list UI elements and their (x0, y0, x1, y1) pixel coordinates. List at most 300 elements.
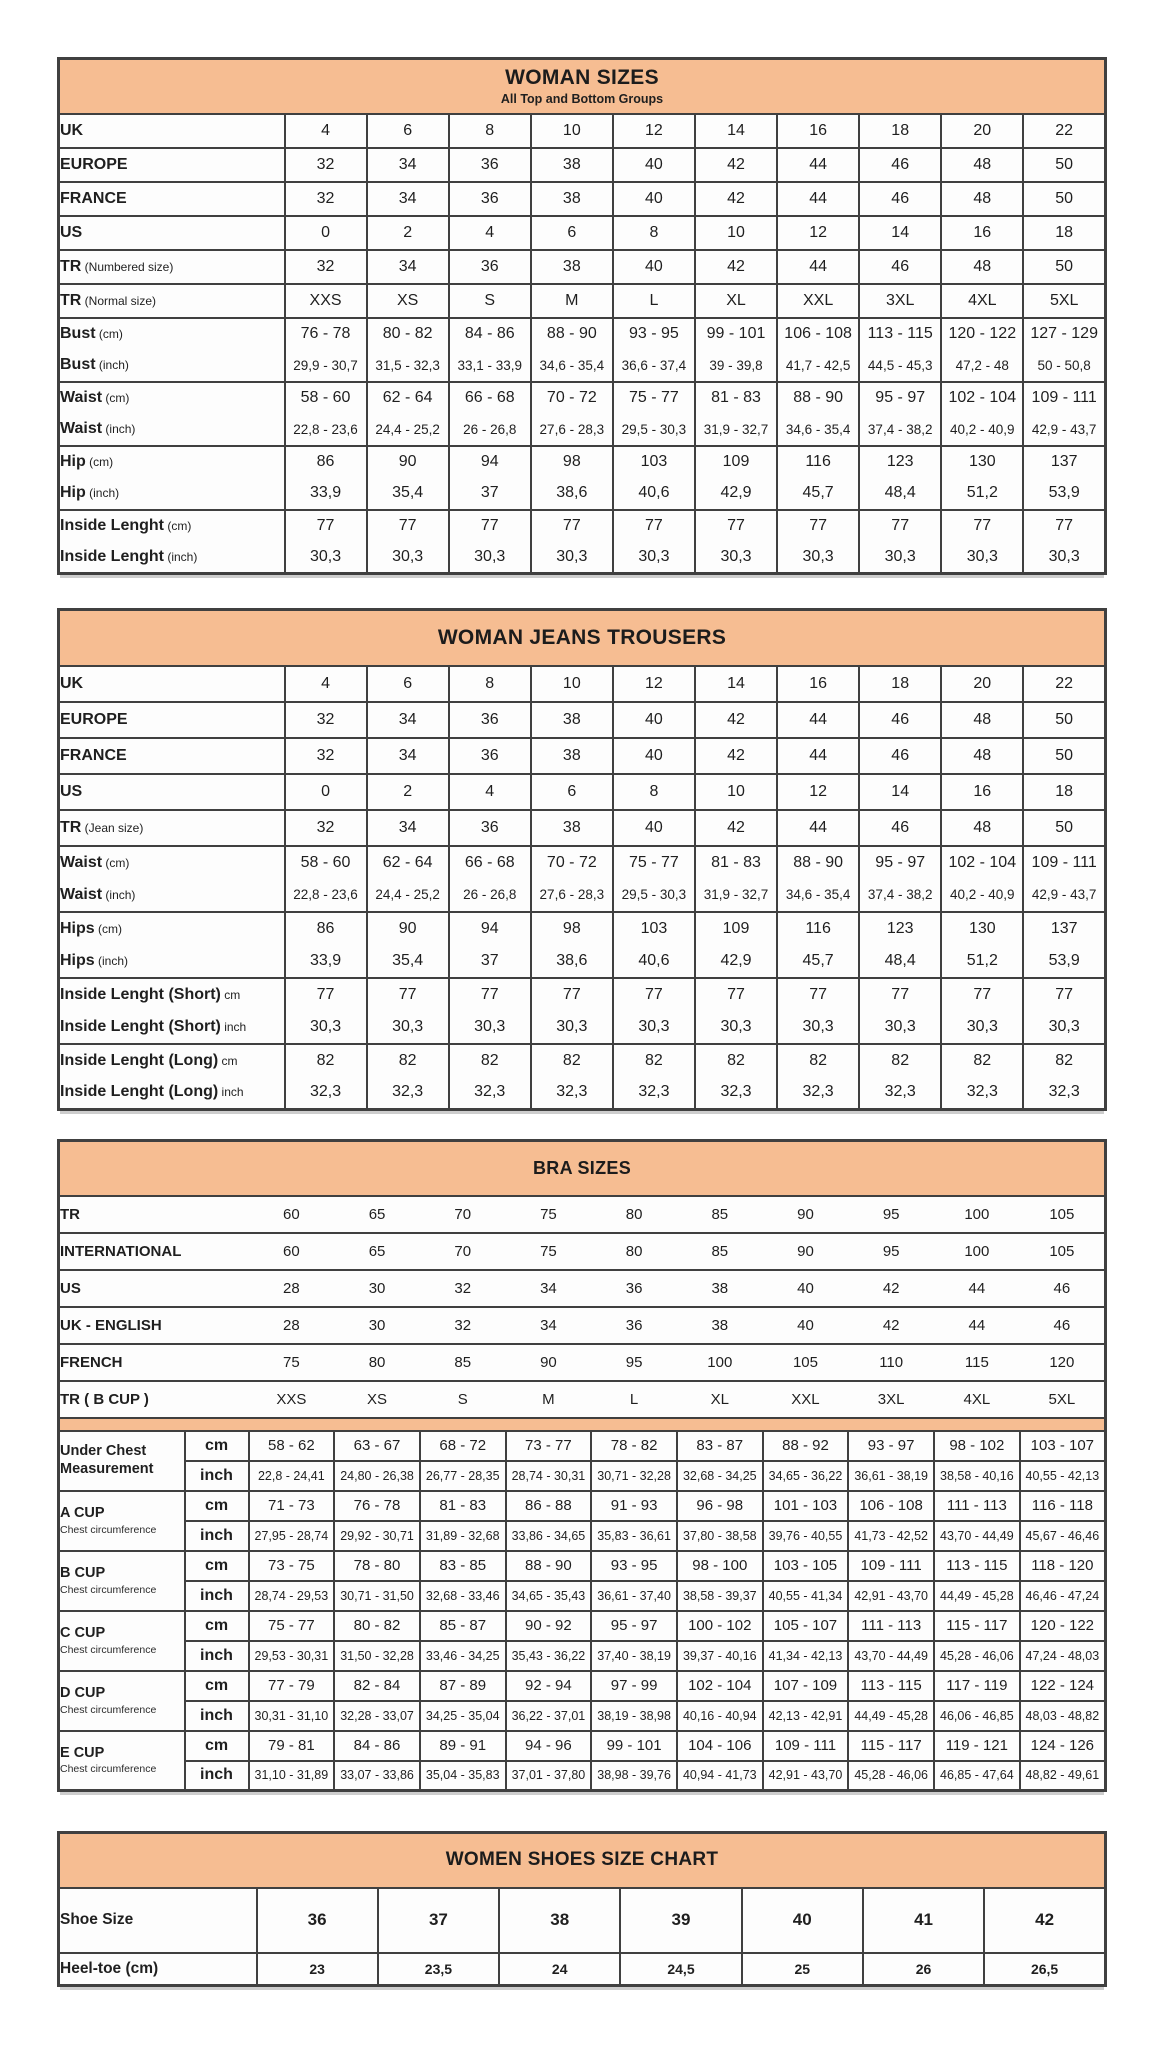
size-cell: 90 - 92 (506, 1611, 592, 1641)
size-cell: 44 (934, 1270, 1020, 1307)
size-cell: 47,2 - 48 (941, 350, 1023, 382)
size-cell: 44 (777, 182, 859, 216)
size-cell: 44,49 - 45,28 (934, 1581, 1020, 1611)
size-cell: 65 (334, 1196, 420, 1233)
size-cell: 30,3 (285, 1011, 367, 1044)
size-cell: 24,4 - 25,2 (367, 879, 449, 912)
size-cell: 77 (367, 510, 449, 542)
table-title: WOMAN SIZES (505, 66, 659, 90)
size-cell: 44 (777, 250, 859, 284)
size-cell: 48 (941, 182, 1023, 216)
size-cell: 34 (367, 182, 449, 216)
size-cell: 32 (285, 702, 367, 738)
size-cell: 10 (531, 114, 613, 148)
size-cell: 75 (249, 1344, 335, 1381)
size-cell: 137 (1023, 912, 1105, 945)
size-cell: 30,71 - 31,50 (334, 1581, 420, 1611)
size-cell: 81 - 83 (695, 846, 777, 879)
size-cell: 36,22 - 37,01 (506, 1701, 592, 1731)
size-cell: 41,73 - 42,52 (848, 1521, 934, 1551)
size-cell: 77 (941, 978, 1023, 1011)
size-cell: 22,8 - 23,6 (285, 414, 367, 446)
row-label (59, 414, 285, 446)
cup-label (59, 1611, 185, 1671)
size-cell: 44,49 - 45,28 (848, 1701, 934, 1731)
size-cell: 109 - 111 (763, 1731, 849, 1761)
row-label (59, 945, 285, 978)
size-cell: 46 (1020, 1307, 1106, 1344)
size-cell: 0 (285, 774, 367, 810)
size-cell: 46 (859, 182, 941, 216)
size-cell: 32,3 (367, 1077, 449, 1110)
size-cell: 35,43 - 36,22 (506, 1641, 592, 1671)
size-cell: 48,82 - 49,61 (1020, 1761, 1106, 1791)
size-cell: 63 - 67 (334, 1431, 420, 1461)
size-cell: 50 (1023, 182, 1105, 216)
size-cell: 36 (449, 738, 531, 774)
table-row (59, 1611, 1106, 1641)
size-cell: 80 - 82 (367, 318, 449, 350)
size-cell: 32 (285, 738, 367, 774)
size-cell: 68 - 72 (420, 1431, 506, 1461)
size-cell: 34 (506, 1270, 592, 1307)
row-label (59, 1044, 285, 1077)
size-cell: 34 (367, 738, 449, 774)
cup-label (59, 1551, 185, 1611)
size-cell: 18 (859, 114, 941, 148)
size-cell: 78 - 80 (334, 1551, 420, 1581)
size-cell: 96 - 98 (677, 1491, 763, 1521)
size-cell: 39,37 - 40,16 (677, 1641, 763, 1671)
size-cell: 53,9 (1023, 945, 1105, 978)
table-row (59, 1011, 1106, 1044)
size-cell: 33,1 - 33,9 (449, 350, 531, 382)
size-cell: 32,68 - 33,46 (420, 1581, 506, 1611)
size-cell: 32,3 (613, 1077, 695, 1110)
size-cell: 37 (449, 478, 531, 510)
table-row (59, 912, 1106, 945)
row-label: TR ( B CUP ) (59, 1381, 249, 1418)
size-cell: 30,3 (449, 542, 531, 574)
table-row (59, 945, 1106, 978)
row-label-text: Waist (60, 420, 103, 437)
size-cell: 50 - 50,8 (1023, 350, 1105, 382)
size-cell: 42 (984, 1888, 1105, 1953)
size-cell: 40 (613, 702, 695, 738)
size-cell: 36,61 - 37,40 (591, 1581, 677, 1611)
row-label (59, 114, 285, 148)
row-label (59, 382, 285, 414)
size-cell: 23,5 (378, 1953, 499, 1986)
size-cell: 10 (531, 666, 613, 702)
size-cell: 24,5 (620, 1953, 741, 1986)
size-cell: 22 (1023, 114, 1105, 148)
size-cell: 38 (531, 182, 613, 216)
size-cell: 42 (695, 738, 777, 774)
table-row (59, 114, 1106, 148)
row-label-text: Inside Lenght (Long) (60, 1051, 219, 1069)
size-cell: 130 (941, 912, 1023, 945)
size-cell: 79 - 81 (249, 1731, 335, 1761)
row-label (59, 912, 285, 945)
size-cell: 33,9 (285, 478, 367, 510)
table-row (59, 1044, 1106, 1077)
size-cell: 35,4 (367, 478, 449, 510)
row-label-suffix: (Numbered size) (81, 259, 174, 274)
size-cell: 32,3 (695, 1077, 777, 1110)
bra-sizes-table (57, 1139, 1107, 1792)
size-cell: 51,2 (941, 478, 1023, 510)
size-cell: 109 - 111 (1023, 382, 1105, 414)
size-cell: 26 - 26,8 (449, 414, 531, 446)
size-cell: 36 (591, 1270, 677, 1307)
size-cell: 28,74 - 30,31 (506, 1461, 592, 1491)
size-cell: 30,3 (531, 1011, 613, 1044)
table-row (59, 182, 1106, 216)
size-cell: 46 (859, 810, 941, 846)
size-cell: 80 (334, 1344, 420, 1381)
size-cell: 42 (695, 148, 777, 182)
size-cell: 8 (449, 666, 531, 702)
size-cell: 32 (285, 810, 367, 846)
size-cell: 30,3 (1023, 1011, 1105, 1044)
cup-name: E CUP (60, 1745, 105, 1762)
size-cell: 30,3 (777, 1011, 859, 1044)
size-cell: 86 (285, 446, 367, 478)
size-cell: 36 (449, 182, 531, 216)
size-cell: 40,16 - 40,94 (677, 1701, 763, 1731)
size-cell: 40,6 (613, 945, 695, 978)
size-cell: 36 (257, 1888, 378, 1953)
row-label (59, 542, 285, 574)
row-label-text: Bust (60, 356, 96, 373)
size-cell: 32,3 (449, 1077, 531, 1110)
size-cell: 77 (531, 510, 613, 542)
size-cell: 50 (1023, 810, 1105, 846)
size-cell: 50 (1023, 250, 1105, 284)
size-cell: 120 - 122 (1020, 1611, 1106, 1641)
size-cell: 48,4 (859, 945, 941, 978)
size-cell: 45,28 - 46,06 (934, 1641, 1020, 1671)
size-cell: 41,7 - 42,5 (777, 350, 859, 382)
size-cell: 30,3 (367, 542, 449, 574)
size-cell: 38,6 (531, 945, 613, 978)
size-cell: 36,61 - 38,19 (848, 1461, 934, 1491)
table-row (59, 250, 1106, 284)
size-cell: 102 - 104 (941, 382, 1023, 414)
size-cell: 58 - 60 (285, 382, 367, 414)
size-cell: 86 (285, 912, 367, 945)
row-label-text: EUROPE (60, 710, 128, 728)
size-cell: 95 - 97 (859, 382, 941, 414)
table-row (59, 1270, 1106, 1307)
row-label-suffix: inch (218, 1085, 244, 1100)
size-cell: 24,80 - 26,38 (334, 1461, 420, 1491)
size-cell: 93 - 95 (613, 318, 695, 350)
cup-name: B CUP (60, 1565, 106, 1582)
table-header-row (59, 1833, 1106, 1888)
cup-label (59, 1491, 185, 1551)
table-row (59, 666, 1106, 702)
size-cell: 40,94 - 41,73 (677, 1761, 763, 1791)
size-cell: 26 (863, 1953, 984, 1986)
size-cell: 20 (941, 114, 1023, 148)
size-cell: 46,85 - 47,64 (934, 1761, 1020, 1791)
size-cell: 30,71 - 32,28 (591, 1461, 677, 1491)
size-cell: 14 (859, 774, 941, 810)
size-cell: 39,76 - 40,55 (763, 1521, 849, 1551)
size-cell: 42 (695, 810, 777, 846)
size-cell: 127 - 129 (1023, 318, 1105, 350)
size-cell: 37 (449, 945, 531, 978)
size-cell: 8 (613, 774, 695, 810)
size-cell: 40,6 (613, 478, 695, 510)
unit-label: cm (185, 1671, 249, 1701)
row-label-text: Hip (60, 453, 86, 470)
size-cell: 3XL (859, 284, 941, 318)
size-cell: 5XL (1020, 1381, 1106, 1418)
size-cell: 94 - 96 (506, 1731, 592, 1761)
size-cell: 107 - 109 (763, 1671, 849, 1701)
size-cell: 29,9 - 30,7 (285, 350, 367, 382)
size-cell: 94 (449, 912, 531, 945)
size-cell: 31,9 - 32,7 (695, 879, 777, 912)
unit-label: inch (185, 1701, 249, 1731)
row-label (59, 879, 285, 912)
size-cell: 109 - 111 (1023, 846, 1105, 879)
row-label (59, 182, 285, 216)
size-cell: 75 (506, 1233, 592, 1270)
size-cell: 105 (763, 1344, 849, 1381)
size-cell: 40 (613, 250, 695, 284)
size-cell: 28 (249, 1307, 335, 1344)
size-cell: 45,7 (777, 478, 859, 510)
table-row (59, 478, 1106, 510)
size-cell: 88 - 92 (763, 1431, 849, 1461)
row-label-text: FRANCE (60, 189, 127, 207)
row-label-text: TR (60, 257, 82, 275)
size-cell: 123 (859, 912, 941, 945)
size-cell: S (420, 1381, 506, 1418)
size-cell: 91 - 93 (591, 1491, 677, 1521)
row-label (59, 846, 285, 879)
row-label-suffix: cm (220, 987, 241, 1002)
size-cell: 30,3 (695, 542, 777, 574)
size-cell: M (506, 1381, 592, 1418)
size-cell: 82 (941, 1044, 1023, 1077)
size-cell: 32,3 (941, 1077, 1023, 1110)
size-cell: 30,3 (859, 1011, 941, 1044)
size-cell: 40 (742, 1888, 863, 1953)
size-cell: 34 (506, 1307, 592, 1344)
size-cell: 22,8 - 23,6 (285, 879, 367, 912)
row-label (59, 1011, 285, 1044)
size-cell: 22 (1023, 666, 1105, 702)
size-cell: 116 (777, 912, 859, 945)
woman-sizes-header (59, 59, 1106, 114)
size-cell: 50 (1023, 148, 1105, 182)
size-cell: 34,25 - 35,04 (420, 1701, 506, 1731)
row-label: Shoe Size (59, 1888, 257, 1953)
size-cell: 30,3 (613, 542, 695, 574)
unit-label: cm (185, 1551, 249, 1581)
size-cell: 30,3 (285, 542, 367, 574)
size-cell: 82 (695, 1044, 777, 1077)
size-cell: 103 - 105 (763, 1551, 849, 1581)
size-cell: 4 (449, 216, 531, 250)
cup-name: Under Chest Measurement (60, 1443, 154, 1477)
size-cell: 100 (677, 1344, 763, 1381)
size-cell: 30,3 (449, 1011, 531, 1044)
size-cell: 42 (695, 702, 777, 738)
size-cell: 82 (1023, 1044, 1105, 1077)
size-cell: 36 (591, 1307, 677, 1344)
size-cell: 30,3 (367, 1011, 449, 1044)
size-cell: L (591, 1381, 677, 1418)
size-cell: 37,4 - 38,2 (859, 414, 941, 446)
table-row (59, 1077, 1106, 1110)
size-cell: 50 (1023, 738, 1105, 774)
size-cell: 38 (531, 810, 613, 846)
table-header-row (59, 610, 1106, 666)
size-cell: 38,19 - 38,98 (591, 1701, 677, 1731)
size-cell: 48 (941, 738, 1023, 774)
size-cell: 109 - 111 (848, 1551, 934, 1581)
size-cell: 98 - 102 (934, 1431, 1020, 1461)
size-cell: 4XL (934, 1381, 1020, 1418)
size-cell: 77 (531, 978, 613, 1011)
size-cell: 34,65 - 35,43 (506, 1581, 592, 1611)
size-cell: 85 (677, 1233, 763, 1270)
size-cell: 38 (531, 250, 613, 284)
size-cell: 27,6 - 28,3 (531, 879, 613, 912)
size-cell: 34 (367, 702, 449, 738)
size-cell: 34,6 - 35,4 (777, 879, 859, 912)
size-cell: 45,28 - 46,06 (848, 1761, 934, 1791)
size-cell: 33,46 - 34,25 (420, 1641, 506, 1671)
size-cell: 77 (367, 978, 449, 1011)
size-cell: 90 (367, 912, 449, 945)
size-cell: 118 - 120 (1020, 1551, 1106, 1581)
row-label-text: TR (60, 291, 82, 309)
size-cell: 29,5 - 30,3 (613, 414, 695, 446)
size-cell: 22,8 - 24,41 (249, 1461, 335, 1491)
row-label (59, 148, 285, 182)
size-cell: 35,83 - 36,61 (591, 1521, 677, 1551)
table-subtitle: All Top and Bottom Groups (500, 92, 664, 107)
size-cell: 77 (285, 510, 367, 542)
size-cell: 82 - 84 (334, 1671, 420, 1701)
table-row (59, 1888, 1106, 1953)
size-cell: 103 (613, 446, 695, 478)
size-cell: 14 (695, 666, 777, 702)
size-cell: XXS (249, 1381, 335, 1418)
size-cell: 101 - 103 (763, 1491, 849, 1521)
size-cell: 122 - 124 (1020, 1671, 1106, 1701)
size-cell: XXL (777, 284, 859, 318)
size-cell: 42,9 - 43,7 (1023, 414, 1105, 446)
cup-name: C CUP (60, 1625, 106, 1642)
size-cell: 31,50 - 32,28 (334, 1641, 420, 1671)
size-cell: 42,13 - 42,91 (763, 1701, 849, 1731)
size-cell: 47,24 - 48,03 (1020, 1641, 1106, 1671)
size-cell: 95 (848, 1196, 934, 1233)
size-cell: 77 (449, 978, 531, 1011)
woman-jeans-header (59, 610, 1106, 666)
size-cell: 95 (591, 1344, 677, 1381)
table-row (59, 318, 1106, 350)
size-cell: 42 (848, 1270, 934, 1307)
unit-label: cm (185, 1431, 249, 1461)
size-cell: 77 (1023, 510, 1105, 542)
size-cell: 115 (934, 1344, 1020, 1381)
row-label (59, 810, 285, 846)
size-cell: 37 (378, 1888, 499, 1953)
size-cell: 40,55 - 42,13 (1020, 1461, 1106, 1491)
cup-subtext: Chest circumference (60, 1523, 157, 1536)
size-cell: 12 (613, 666, 695, 702)
size-cell: 83 - 85 (420, 1551, 506, 1581)
table-title: BRA SIZES (532, 1157, 632, 1178)
row-label-suffix: (cm) (94, 921, 122, 936)
size-cell: 88 - 90 (777, 846, 859, 879)
size-cell: 82 (777, 1044, 859, 1077)
size-cell: 87 - 89 (420, 1671, 506, 1701)
size-cell: 77 (941, 510, 1023, 542)
size-cell: 14 (859, 216, 941, 250)
row-label-suffix: (inch) (95, 358, 129, 372)
table-row (59, 446, 1106, 478)
row-label-suffix: (Jean size) (81, 820, 144, 835)
size-cell: 76 - 78 (334, 1491, 420, 1521)
size-cell: 85 - 87 (420, 1611, 506, 1641)
size-cell: 90 (506, 1344, 592, 1381)
table-row (59, 1233, 1106, 1270)
size-cell: XL (695, 284, 777, 318)
size-cell: L (613, 284, 695, 318)
size-cell: 33,86 - 34,65 (506, 1521, 592, 1551)
unit-label: inch (185, 1521, 249, 1551)
size-cell: 77 (859, 510, 941, 542)
size-cell: 93 - 95 (591, 1551, 677, 1581)
size-cell: 6 (367, 666, 449, 702)
size-cell: 88 - 90 (531, 318, 613, 350)
size-cell: 35,4 (367, 945, 449, 978)
size-cell: 44,5 - 45,3 (859, 350, 941, 382)
size-cell: 60 (249, 1196, 335, 1233)
size-cell: 4XL (941, 284, 1023, 318)
size-cell: 82 (367, 1044, 449, 1077)
size-cell: 86 - 88 (506, 1491, 592, 1521)
size-cell: 93 - 97 (848, 1431, 934, 1461)
size-cell: 130 (941, 446, 1023, 478)
size-cell: 42,9 - 43,7 (1023, 879, 1105, 912)
size-cell: 90 (763, 1196, 849, 1233)
size-cell: 85 (677, 1196, 763, 1233)
size-cell: 77 (613, 978, 695, 1011)
size-cell: 42,9 (695, 945, 777, 978)
size-cell: 82 (531, 1044, 613, 1077)
size-cell: 75 - 77 (613, 846, 695, 879)
size-cell: 28,74 - 29,53 (249, 1581, 335, 1611)
size-cell: 46 (859, 148, 941, 182)
size-cell: 46 (859, 250, 941, 284)
size-cell: 48 (941, 250, 1023, 284)
size-cell: 4 (449, 774, 531, 810)
size-cell: 48 (941, 148, 1023, 182)
size-cell: 44 (777, 738, 859, 774)
row-label-suffix: (cm) (102, 391, 130, 405)
